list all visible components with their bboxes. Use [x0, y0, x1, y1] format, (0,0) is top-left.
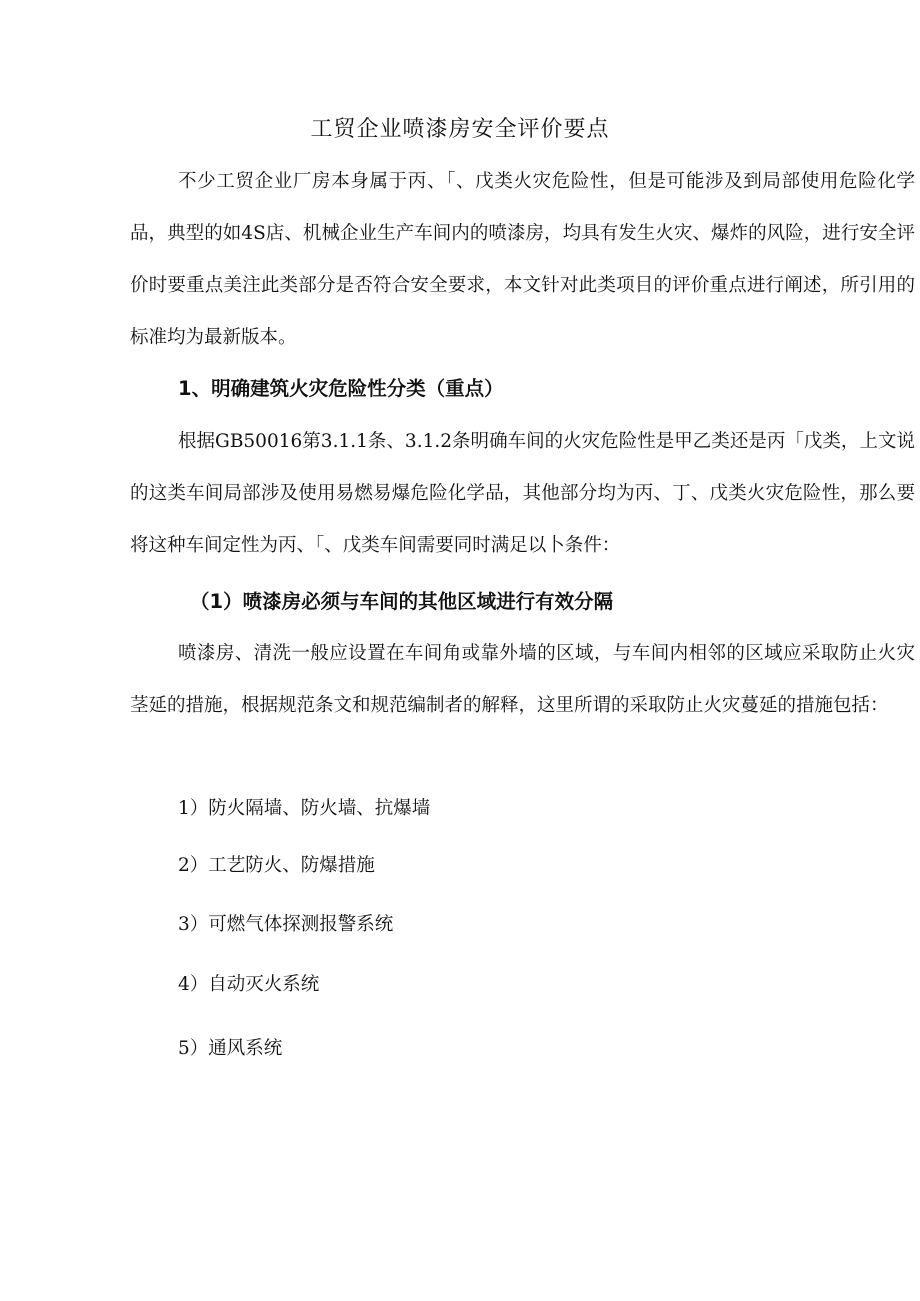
section-1-heading: 1、明确建筑火灾危险性分类（重点） — [178, 377, 504, 400]
section-1-paragraph: 根据GB50016第3.1.1条、3.1.2条明确车间的火灾危险性是甲乙类还是丙「戊类，上文说的这类车间局部涉及使用易燃易爆危险化学品，其他部分均为丙、丁、戊类火灾危险性，那么要将这种车间定性为丙、「、戊类车间需要同时满足以卜条件： — [130, 431, 915, 556]
measure-item-5: 5）通风系统 — [178, 1038, 283, 1059]
measure-item-4: 4）自动灭火系统 — [178, 974, 320, 995]
measure-item-3: 3）可燃气体探测报警系统 — [178, 914, 394, 935]
measure-item-1: 1）防火隔墙、防火墙、抗爆墙 — [178, 798, 431, 819]
subsection-1-heading: （1）喷漆房必须与车间的其他区域进行有效分隔 — [190, 590, 614, 613]
intro-paragraph: 不少工贸企业厂房本身属于丙、「、戊类火灾危险性，但是可能涉及到局部使用危险化学品，典型的如4S店、机械企业生产车间内的喷漆房，均具有发生火灾、爆炸的风险，进行安全评价时要重点美注此类部分是否符合安全要求，本文针对此类项目的评价重点进行阐述，所引用的标准均为最新版本。 — [130, 171, 915, 348]
document-title: 工贸企业喷漆房安全评价要点 — [310, 117, 610, 142]
subsection-1-paragraph: 喷漆房、清洗一般应设置在车间角或靠外墙的区域，与车间内相邻的区域应采取防止火灾茎延的措施，根据规范条文和规范编制者的解释，这里所谓的采取防止火灾蔓延的措施包括： — [130, 643, 915, 716]
measure-item-2: 2）工艺防火、防爆措施 — [178, 855, 375, 876]
